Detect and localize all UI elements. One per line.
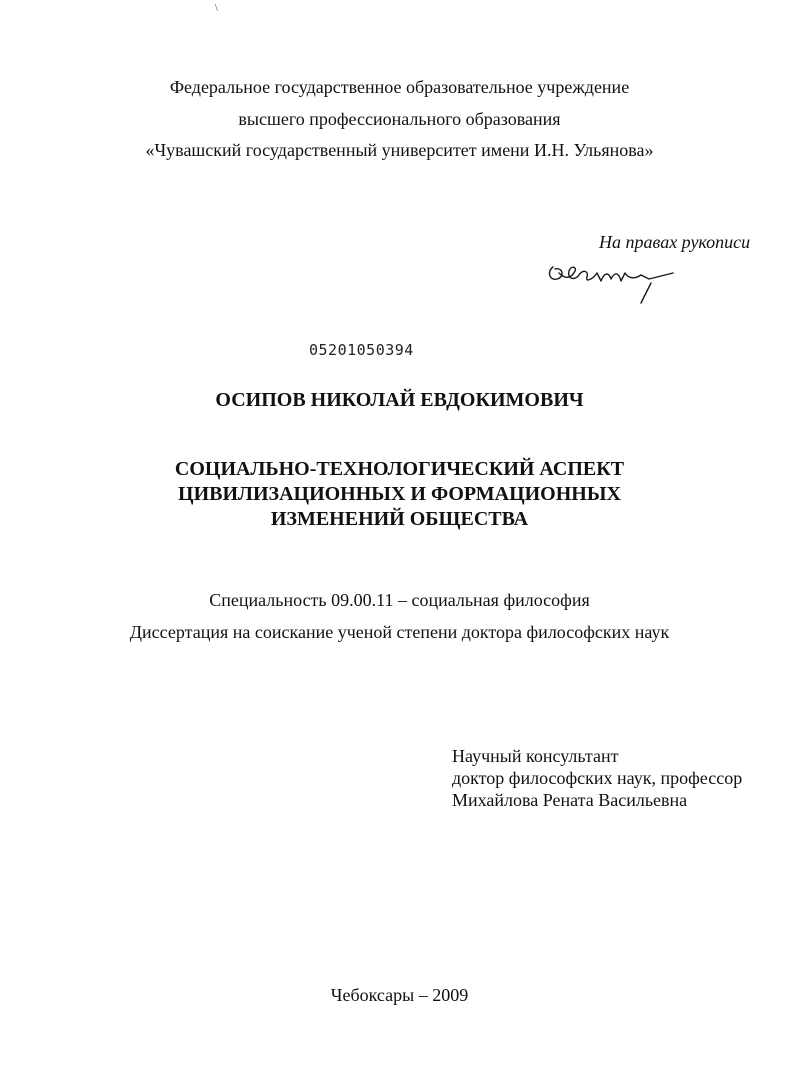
manuscript-note: На правах рукописи xyxy=(599,232,751,252)
institution-line-2: высшего профессионального образования xyxy=(238,109,561,129)
catalog-number: 05201050394 xyxy=(309,341,414,359)
author-name: ОСИПОВ НИКОЛАЙ ЕВДОКИМОВИЧ xyxy=(215,389,584,411)
institution-line-1: Федеральное государственное образовательное учреждение xyxy=(169,77,630,97)
advisor-role: Научный консультант xyxy=(452,746,619,766)
institution-line-3: «Чувашский государственный университет имени И.Н. Ульянова» xyxy=(145,140,654,160)
specialty: Специальность 09.00.11 – социальная философия xyxy=(209,590,590,610)
city-year: Чебоксары – 2009 xyxy=(330,985,469,1005)
title-line-2: ЦИВИЛИЗАЦИОННЫХ И ФОРМАЦИОННЫХ xyxy=(178,483,621,505)
advisor-name: Михайлова Рената Васильевна xyxy=(452,790,688,810)
degree: Диссертация на соискание ученой степени доктора философских наук xyxy=(129,622,670,642)
scan-mark: \ xyxy=(215,3,218,14)
title-line-1: СОЦИАЛЬНО-ТЕХНОЛОГИЧЕСКИЙ АСПЕКТ xyxy=(174,458,625,480)
advisor-credentials: доктор философских наук, профессор xyxy=(452,768,743,788)
author-signature xyxy=(545,253,675,305)
title-line-3: ИЗМЕНЕНИЙ ОБЩЕСТВА xyxy=(270,508,529,530)
